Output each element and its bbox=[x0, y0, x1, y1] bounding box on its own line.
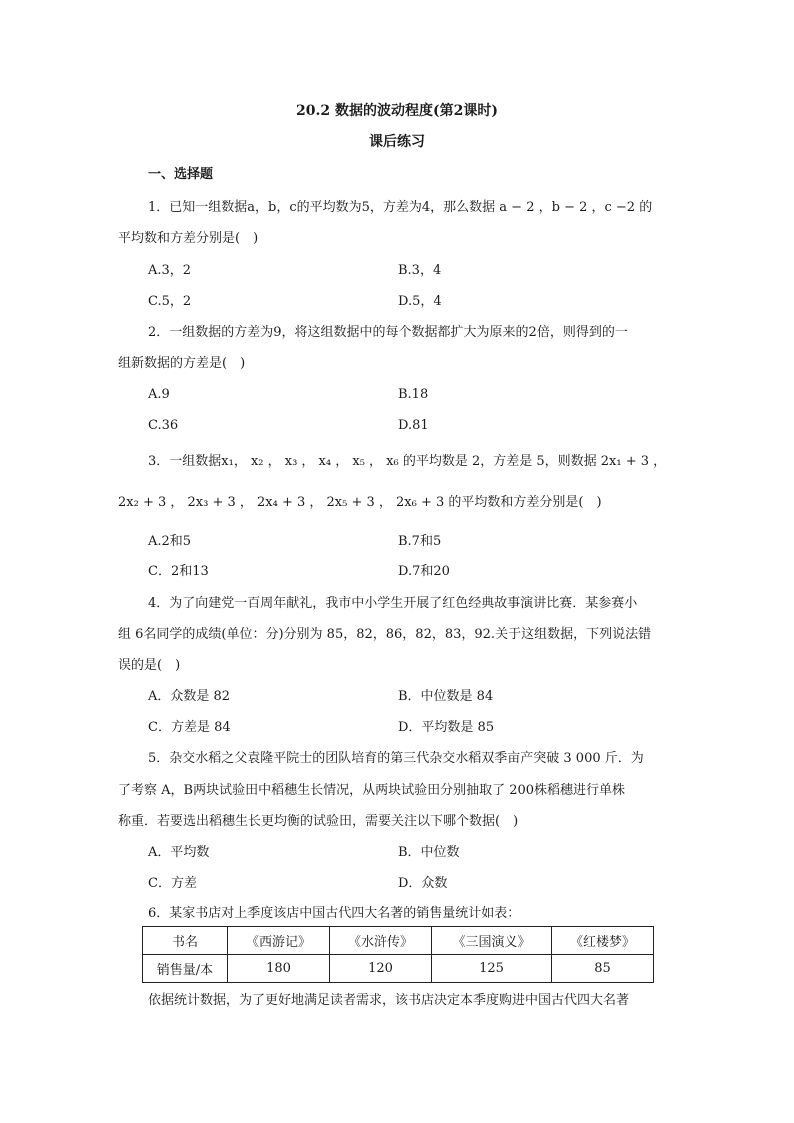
question-5-line-2: 了考察 A，B两块试验田中稻穗生长情况，从两块试验田分别抽取了 200株稻穗进行单株 bbox=[118, 783, 626, 798]
question-5-line-1: 5．杂交水稻之父袁隆平院士的团队培育的第三代杂交水稻双季亩产突破 3 000 斤．为 bbox=[148, 751, 644, 766]
question-5-option-a: A．平均数 bbox=[148, 845, 210, 860]
question-3-line-1: 3．一组数据x₁， x₂ ， x₃ ， x₄ ， x₅ ， x₆ 的平均数是 2，方差是 5，则数据 2x₁ + 3 ， bbox=[148, 454, 667, 469]
question-4-option-d: D．平均数是 85 bbox=[398, 720, 495, 735]
question-1-option-b: B.3，4 bbox=[398, 263, 442, 278]
question-1-line-2: 平均数和方差分别是( ) bbox=[118, 231, 259, 246]
document-title: 20.2 数据的波动程度(第2课时) bbox=[296, 103, 498, 119]
table-cell: 125 bbox=[432, 955, 552, 983]
question-3-option-d: D.7和20 bbox=[398, 564, 450, 579]
question-6-continuation: 依据统计数据，为了更好地满足读者需求，该书店决定本季度购进中国古代四大名著 bbox=[148, 993, 630, 1008]
table-header-cell: 《水浒传》 bbox=[330, 927, 432, 955]
question-1-option-d: D.5，4 bbox=[398, 294, 442, 309]
section-heading: 一、选择题 bbox=[148, 167, 214, 182]
table-cell: 85 bbox=[551, 955, 653, 983]
question-5-option-b: B．中位数 bbox=[398, 845, 460, 860]
question-2-option-d: D.81 bbox=[398, 418, 429, 433]
question-4-option-a: A．众数是 82 bbox=[148, 689, 231, 704]
question-6-line-1: 6．某家书店对上季度该店中国古代四大名著的销售量统计如表： bbox=[148, 906, 521, 921]
question-4-option-c: C．方差是 84 bbox=[148, 720, 231, 735]
question-4-line-2: 组 6名同学的成绩(单位：分)分别为 85，82，86，82，83，92.关于这组数据，下列说法错 bbox=[118, 627, 652, 642]
table-header-cell: 《西游记》 bbox=[228, 927, 330, 955]
table-cell: 180 bbox=[228, 955, 330, 983]
question-1-option-a: A.3，2 bbox=[148, 263, 192, 278]
question-3-line-2: 2x₂ + 3 ， 2x₃ + 3 ， 2x₄ + 3 ， 2x₅ + 3 ， 2x₆ + 3 的平均数和方差分别是( ) bbox=[118, 495, 602, 510]
question-5-option-c: C．方差 bbox=[148, 876, 197, 891]
question-5-line-3: 称重．若要选出稻穗生长更均衡的试验田，需要关注以下哪个数据( ) bbox=[118, 814, 519, 829]
question-4-line-1: 4．为了向建党一百周年献礼，我市中小学生开展了红色经典故事演讲比赛．某参赛小 bbox=[148, 596, 638, 611]
question-4-option-b: B．中位数是 84 bbox=[398, 689, 494, 704]
question-2-option-b: B.18 bbox=[398, 387, 429, 402]
question-3-option-a: A.2和5 bbox=[148, 534, 192, 549]
question-5-option-d: D．众数 bbox=[398, 876, 448, 891]
question-2-option-c: C.36 bbox=[148, 418, 179, 433]
table-row bbox=[143, 955, 654, 983]
question-2-line-2: 组新数据的方差是( ) bbox=[118, 356, 246, 371]
question-3-option-c: C．2和13 bbox=[148, 564, 209, 579]
sales-table bbox=[142, 926, 654, 983]
table-cell: 120 bbox=[330, 955, 432, 983]
question-3-option-b: B.7和5 bbox=[398, 534, 442, 549]
question-1-option-c: C.5，2 bbox=[148, 294, 192, 309]
table-header-cell: 《红楼梦》 bbox=[551, 927, 653, 955]
table-header-cell: 《三国演义》 bbox=[432, 927, 552, 955]
question-2-line-1: 2．一组数据的方差为9，将这组数据中的每个数据都扩大为原来的2倍，则得到的一 bbox=[148, 325, 628, 340]
table-header-row bbox=[143, 927, 654, 955]
table-header-cell: 书名 bbox=[143, 927, 228, 955]
table-cell: 销售量/本 bbox=[143, 955, 228, 983]
question-1-line-1: 1．已知一组数据a，b，c的平均数为5，方差为4，那么数据 a − 2 ，b − 2 ，c −2 的 bbox=[148, 200, 653, 215]
document-subtitle: 课后练习 bbox=[369, 134, 425, 150]
question-2-option-a: A.9 bbox=[148, 387, 170, 402]
question-4-line-3: 误的是( ) bbox=[118, 658, 181, 673]
